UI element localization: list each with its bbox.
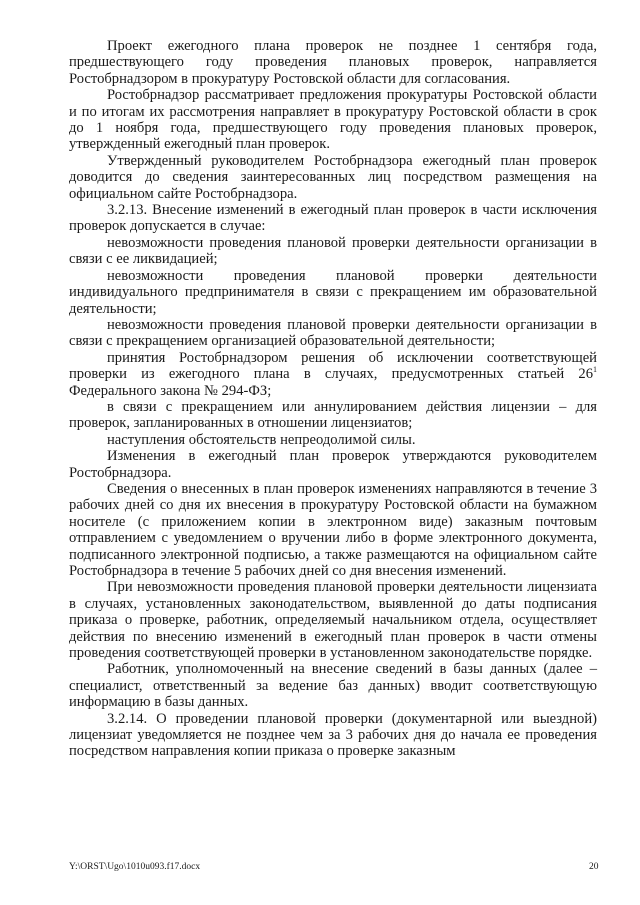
article-superscript: 1 [593,365,597,375]
paragraph-section-3-2-13: 3.2.13. Внесение изменений в ежегодный план проверок в части исключения проверок допускается в случае: [69,202,597,235]
document-body [69,38,597,760]
paragraph-section-3-2-14: 3.2.14. О проведении плановой проверки (документарной или выездной) лицензиат уведомляется не позднее чем за 3 рабочих дня до начала ее проведения посредством направления копии приказа о проверке заказным [69,710,597,760]
list-item-exclusion-decision [69,350,597,399]
paragraph-impossibility: При невозможности проведения плановой проверки деятельности лицензиата в случаях, установленных законодательством, выявленной до даты подписания приказа о проверке, работник, определяемый начальником отдела, осуществляет действия по внесению изменений в ежегодный план проверок в части отмены проведения соответствующей проверки в установленном законодательстве порядке. [69,579,597,662]
footer-file-path: Y:\ORST\Ugo\1010u093.f17.docx [69,862,201,872]
law-text-after: Федерального закона № 294-ФЗ; [69,382,272,399]
law-text-before: принятия Ростобрнадзором решения об исключении соответствующей проверки из ежегодного плана в случаях, предусмотренных статьей 26 [69,349,597,383]
list-item-license-termination: в связи с прекращением или аннулированием действия лицензии – для проверок, запланированных в отношении лицензиатов; [69,398,597,432]
paragraph-changes-approval: Изменения в ежегодный план проверок утверждаются руководителем Ростобрнадзора. [69,448,597,481]
paragraph-changes-notification: Сведения о внесенных в план проверок изменениях направляются в течение 3 рабочих дней со дня их внесения в прокуратуру Ростовской области на бумажном носителе (с приложением копии в электронном виде) заказным почтовым отправлением с уведомлением о вручении либо в форме электронного документа, подписанного электронной подписью, а также размещаются на официальном сайте Ростобрнадзора в течение 5 рабочих дней со дня внесения изменений. [69,480,597,579]
page-number: 20 [589,862,599,872]
list-item-organization: невозможности проведения плановой проверки деятельности организации в связи с прекращением организацией образовательной деятельности; [69,316,597,350]
paragraph-prosecutor-review: Ростобрнадзор рассматривает предложения прокуратуры Ростовской области и по итогам их рассмотрения направляет в прокуратуру Ростовской области в срок до 1 ноября года, предшествующего году проведения плановых проверок, утвержденный ежегодный план проверок. [69,87,597,153]
list-item-force-majeure: наступления обстоятельств непреодолимой силы. [107,431,416,448]
list-item-liquidation: невозможности проведения плановой проверки деятельности организации в связи с ее ликвидацией; [69,234,597,268]
paragraph-plan-publication: Утвержденный руководителем Ростобрнадзора ежегодный план проверок доводится до сведения заинтересованных лиц посредством размещения на официальном сайте Ростобрнадзора. [69,152,597,202]
paragraph-plan-draft: Проект ежегодного плана проверок не позднее 1 сентября года, предшествующего году проведения плановых проверок, направляется Ростобрнадзором в прокуратуру Ростовской области для согласования. [69,38,597,87]
list-item-entrepreneur: невозможности проведения плановой проверки деятельности индивидуального предпринимателя в связи с прекращением им образовательной деятельности; [69,267,597,317]
paragraph-database-specialist: Работник, уполномоченный на внесение сведений в базы данных (далее – специалист, ответственный за ведение баз данных) вводит соответствующую информацию в базы данных. [69,661,597,711]
